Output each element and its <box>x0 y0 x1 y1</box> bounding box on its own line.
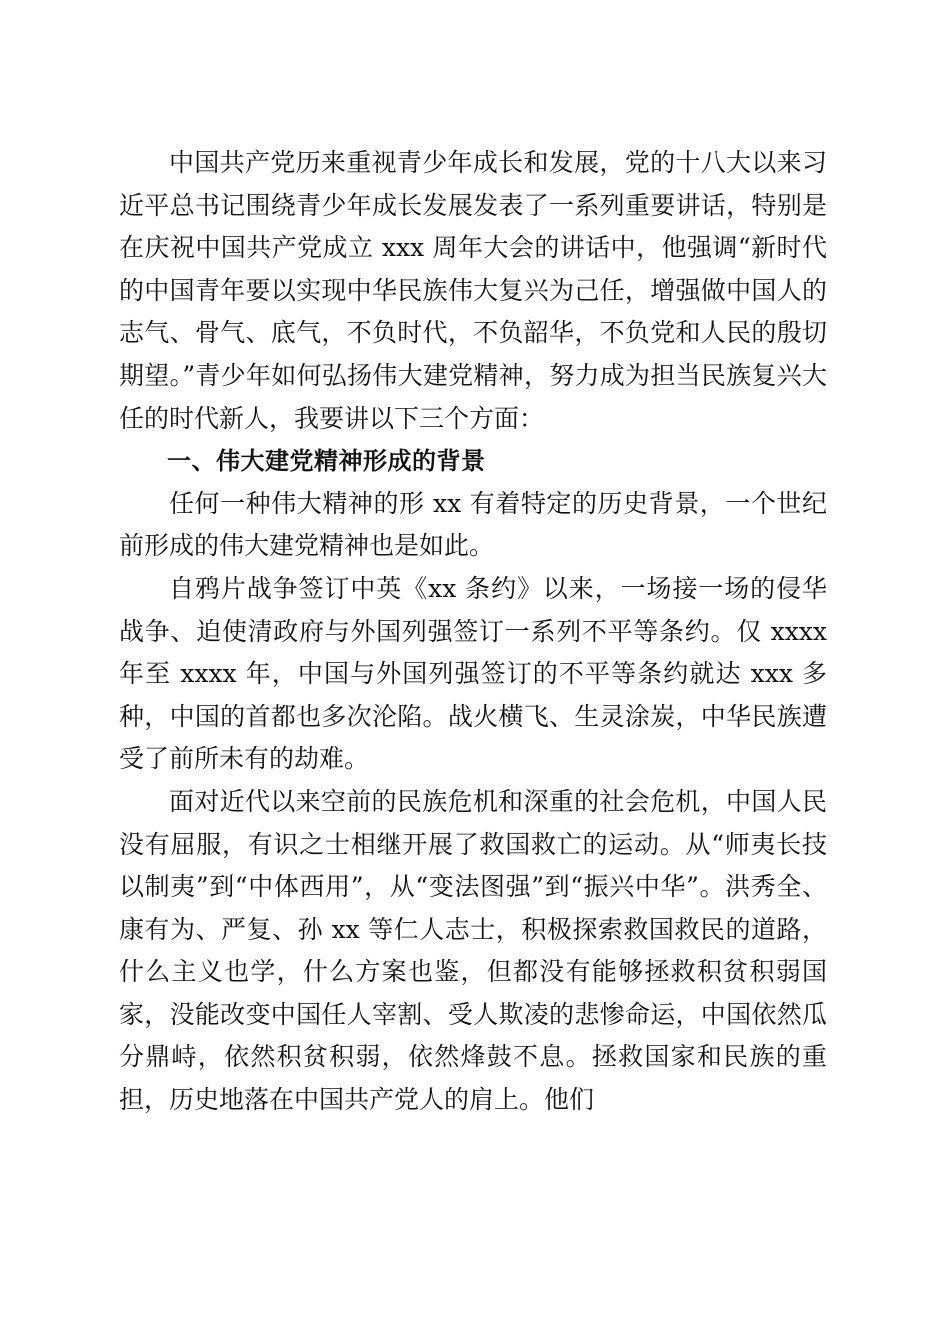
section-heading: 一、伟大建党精神形成的背景 <box>167 447 486 476</box>
intro-paragraph: 中国共产党历来重视青少年成长和发展，党的十八大以来习近平总书记围绕青少年成长发展发表了一系列重要讲话，特别是在庆祝中国共产党成立 xxx 周年大会的讲话中，他强调“新时代的中国青年要以实现中华民族伟大复兴为己任，增强做中国人的志气、骨气、底气，不负时代，不负韶华，不负党和人民的殷切期望。”青少年如何弘扬伟大建党精神，努力成为担当民族复兴大任的时代新人，我要讲以下三个方面： <box>119 148 827 433</box>
document-body <box>119 142 827 1122</box>
background-paragraph-3: 面对近代以来空前的民族危机和深重的社会危机，中国人民没有屈服，有识之士相继开展了救国救亡的运动。从“师夷长技以制夷”到“中体西用”，从“变法图强”到“振兴中华”。洪秀全、康有为、严复、孙 xx 等仁人志士，积极探索救国救民的道路，什么主义也学，什么方案也鉴，但都没有能够拯救积贫积弱国家，没能改变中国任人宰割、受人欺凌的悲惨命运，中国依然瓜分鼎峙，依然积贫积弱，依然烽鼓不息。拯救国家和民族的重担，历史地落在中国共产党人的肩上。他们 <box>119 786 827 1115</box>
background-paragraph-1: 任何一种伟大精神的形 xx 有着特定的历史背景，一个世纪前形成的伟大建党精神也是如此。 <box>119 488 827 561</box>
background-paragraph-2: 自鸦片战争签订中英《xx 条约》以来，一场接一场的侵华战争、迫使清政府与外国列强签订一系列不平等条约。仅 xxxx 年至 xxxx 年，中国与外国列强签订的不平等条约就达 xxx 多种，中国的首都也多次沦陷。战火横飞、生灵涂炭，中华民族遭受了前所未有的劫难。 <box>119 573 827 774</box>
